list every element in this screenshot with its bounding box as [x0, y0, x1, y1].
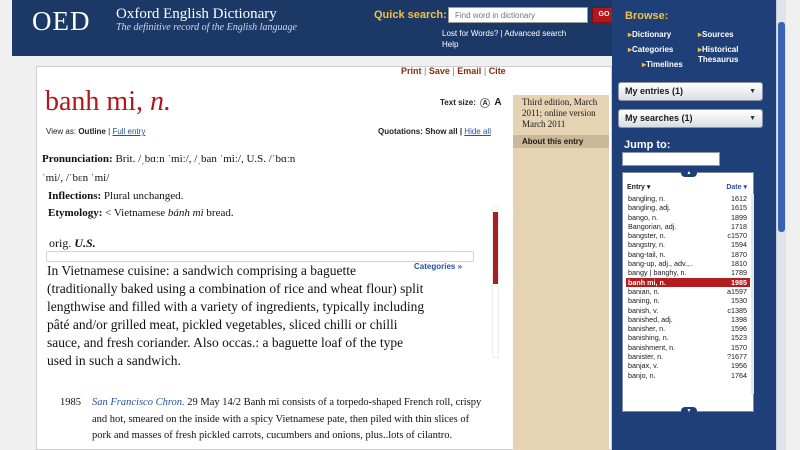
inflections — [48, 190, 183, 202]
jump-to-list-panel — [622, 172, 754, 412]
jump-row-entry: banjax, v. — [628, 361, 659, 371]
window-scrollbar-thumb[interactable] — [778, 22, 785, 232]
jump-row[interactable] — [626, 194, 750, 203]
help-link[interactable]: Help — [442, 40, 459, 49]
jump-row-year: 1523 — [731, 333, 747, 343]
jump-row-year: 1530 — [731, 296, 747, 306]
jump-row-year: 1718 — [731, 221, 747, 231]
chevron-down-icon: ▼ — [749, 88, 756, 95]
pronunciation-value: Brit. /ˌbɑːn ˈmiː/, /ˌban ˈmiː/, U.S. /ˈbɑːn — [115, 153, 296, 165]
search-go-button[interactable]: GO — [592, 7, 616, 23]
edition-panel — [513, 95, 609, 450]
jump-row-year: 1615 — [731, 203, 747, 213]
cite-link[interactable]: Cite — [488, 66, 506, 76]
show-all-quotations[interactable]: Show all — [425, 127, 458, 136]
jump-row-year: ?1677 — [727, 352, 747, 362]
email-link[interactable]: Email — [457, 66, 482, 76]
chevron-down-icon: ▼ — [749, 115, 756, 122]
view-as-label: View as: — [46, 127, 77, 136]
jump-row-entry: banh mi, n. — [628, 277, 666, 287]
quotation — [60, 395, 490, 445]
jump-row-entry: baning, n. — [628, 296, 660, 306]
jump-row-entry: bangstry, n. — [628, 240, 666, 250]
jump-row[interactable] — [626, 231, 750, 240]
origin-label — [49, 236, 96, 251]
jump-row-entry: bango, n. — [628, 212, 658, 222]
etymology — [48, 207, 234, 219]
jump-row[interactable] — [626, 371, 750, 380]
jump-to-input[interactable] — [622, 152, 720, 166]
jump-row-selected[interactable] — [626, 278, 750, 287]
right-sidebar — [612, 0, 776, 450]
browse-dictionary-link[interactable]: ▸ Dictionary — [628, 30, 671, 39]
jump-row-year: 1594 — [731, 240, 747, 250]
pronunciation-label: Pronunciation: — [42, 153, 113, 165]
quotations-control — [378, 127, 491, 136]
jump-row[interactable] — [626, 222, 750, 231]
scroll-up-icon[interactable]: ▴ — [681, 169, 697, 177]
jump-list-header — [627, 183, 749, 191]
quotation-date: 29 May 14/2 — [187, 397, 241, 408]
entry-actions — [401, 66, 506, 76]
jump-row-entry: Bangorian, adj. — [628, 221, 677, 231]
jump-row-entry: bangy | banghy, n. — [628, 268, 687, 278]
lost-for-words-link[interactable]: Lost for Words? — [442, 29, 499, 38]
browse-historical-thesaurus-link[interactable]: ▸ Historical Thesaurus — [698, 45, 762, 65]
print-link[interactable]: Print — [401, 66, 422, 76]
view-as-control — [46, 127, 145, 136]
etymology-word: bánh mì — [167, 207, 204, 219]
pronunciation — [42, 153, 295, 165]
jump-row[interactable] — [626, 315, 750, 324]
quotation-year: 1985 — [60, 397, 81, 408]
jump-row-year: 1870 — [731, 249, 747, 259]
jump-row[interactable] — [626, 203, 750, 212]
search-links — [442, 28, 612, 50]
actions-separator: | — [424, 66, 427, 76]
orig-region: U.S. — [74, 236, 96, 250]
quotations-separator: | — [459, 127, 463, 136]
site-title[interactable]: Oxford English Dictionary — [116, 6, 277, 22]
my-entries-label: My entries (1) — [625, 86, 684, 96]
jump-row-year: 1612 — [731, 194, 747, 203]
sort-by-date-button[interactable]: Date ▾ — [726, 184, 747, 191]
jump-row-year: 1398 — [731, 314, 747, 324]
view-separator: | — [108, 127, 111, 136]
jump-row-entry: banish, v. — [628, 305, 659, 315]
jump-row-year: 1810 — [731, 259, 747, 269]
jump-row-year: c1385 — [727, 305, 747, 315]
jump-row-year: 1570 — [731, 342, 747, 352]
jump-row-entry: bangling, adj. — [628, 203, 671, 213]
jump-row[interactable] — [626, 324, 750, 333]
actions-separator: | — [452, 66, 455, 76]
about-entry-link[interactable]: About this entry — [513, 135, 609, 148]
quotation-text: Banh mi consists of a torpedo-shaped French roll, crispy and hot, smeared on the inside with a spicy Vietnamese pate, then piled with thin slices of pork and masses of fresh pickled carrots, cucumbers and onions, plus..lots of cilantro. — [92, 397, 482, 441]
headword-text: banh mi, — [45, 86, 143, 117]
etymology-label: Etymology: — [48, 207, 103, 219]
browse-sources-link[interactable]: ▸ Sources — [698, 30, 734, 39]
link-separator: | — [500, 29, 503, 38]
text-size-control — [440, 97, 502, 108]
quotations-label: Quotations: — [378, 127, 423, 136]
etymology-prefix: < Vietnamese — [105, 207, 166, 219]
text-size-small-button[interactable]: A — [480, 98, 490, 108]
jump-row-entry: banisher, n. — [628, 324, 666, 334]
jump-row[interactable] — [626, 213, 750, 222]
jump-row-entry: bangling, n. — [628, 194, 666, 203]
jump-row-year: 1596 — [731, 324, 747, 334]
jump-row-entry: banister, n. — [628, 352, 664, 362]
jump-row-entry: banjo, n. — [628, 370, 656, 380]
browse-timelines-link[interactable]: ▸ Timelines — [642, 60, 683, 69]
jump-row-year: a1597 — [727, 286, 747, 296]
jump-to-list — [626, 194, 750, 380]
jump-row[interactable] — [626, 333, 750, 342]
jump-row[interactable] — [626, 287, 750, 296]
jump-row-year: 1956 — [731, 361, 747, 371]
oed-logo[interactable]: OED — [32, 6, 91, 36]
quotation-source-link[interactable]: San Francisco Chron. — [92, 397, 185, 408]
categories-link[interactable]: Categories » — [414, 262, 463, 271]
scroll-down-icon[interactable]: ▾ — [681, 407, 697, 415]
quick-search-input[interactable] — [448, 7, 588, 23]
jump-row[interactable] — [626, 352, 750, 361]
jump-row[interactable] — [626, 343, 750, 352]
jump-row-entry: banishing, n. — [628, 333, 669, 343]
entry-headword — [45, 86, 171, 118]
jump-row[interactable] — [626, 268, 750, 277]
orig-text: orig. — [49, 236, 72, 250]
jump-row[interactable] — [626, 306, 750, 315]
view-full-entry-link[interactable]: Full entry — [112, 127, 146, 136]
sense-divider — [46, 251, 474, 262]
jump-row-year: 1899 — [731, 212, 747, 222]
quick-search-label: Quick search: — [374, 9, 447, 21]
text-size-label: Text size: — [440, 98, 476, 107]
sort-by-entry-button[interactable]: Entry ▾ — [627, 184, 651, 191]
hide-all-quotations[interactable]: Hide all — [464, 127, 491, 136]
jump-row-year: 1764 — [731, 370, 747, 380]
jump-row-entry: bangster, n. — [628, 231, 666, 241]
pronunciation-continued: ˈmi/, /ˈbɛn ˈmi/ — [42, 172, 110, 184]
jump-row[interactable] — [626, 250, 750, 259]
part-of-speech: n. — [150, 86, 171, 117]
jump-row[interactable] — [626, 296, 750, 305]
actions-separator: | — [483, 66, 487, 76]
sense-definition: In Vietnamese cuisine: a sandwich comprising a baguette (traditionally baked using a combination of rice and wheat flour) split lengthwise and filled with a variety of ingredients, typically including pâté and/or grilled meat, pickled vegetables, sliced chilli or chilli sauce, and fresh coriander. Also occas.: a baguette loaf of the type used in such a sandwich. — [47, 263, 425, 368]
my-searches-toggle[interactable] — [618, 109, 763, 128]
jump-row[interactable] — [626, 361, 750, 370]
jump-row-entry: banished, adj. — [628, 314, 673, 324]
edition-info: Third edition, March 2011; online version March 2011 — [522, 97, 598, 129]
advanced-search-link[interactable]: Advanced search — [504, 29, 567, 38]
my-searches-label: My searches (1) — [625, 113, 693, 123]
jump-row[interactable] — [626, 259, 750, 268]
my-entries-toggle[interactable] — [618, 82, 763, 101]
view-outline-option[interactable]: Outline — [78, 127, 106, 136]
browse-categories-link[interactable]: ▸ Categories — [628, 45, 673, 54]
quotation-scroll-thumb[interactable] — [493, 212, 498, 284]
jump-row-year: 1789 — [731, 268, 747, 278]
jump-row-year: 1985 — [731, 277, 747, 287]
site-subtitle: The definitive record of the English language — [116, 22, 297, 33]
jump-list-scrollbar[interactable] — [751, 194, 754, 394]
text-size-large-button[interactable]: A — [494, 97, 502, 108]
quotation-body — [60, 395, 490, 445]
jump-row-entry: bang-tail, n. — [628, 249, 666, 259]
inflections-value: Plural unchanged. — [103, 190, 184, 202]
jump-row-entry: banishment, n. — [628, 342, 676, 352]
jump-row-entry: banian, n. — [628, 286, 660, 296]
jump-row[interactable] — [626, 240, 750, 249]
etymology-suffix: bread. — [206, 207, 234, 219]
jump-row-entry: bang-up, adj., adv.,.. — [628, 259, 693, 269]
save-link[interactable]: Save — [428, 66, 450, 76]
jump-to-title: Jump to: — [624, 139, 671, 151]
window-scrollbar[interactable] — [776, 0, 786, 450]
inflections-label: Inflections: — [48, 190, 102, 202]
jump-row-year: c1570 — [727, 231, 747, 241]
browse-title: Browse: — [625, 10, 669, 22]
